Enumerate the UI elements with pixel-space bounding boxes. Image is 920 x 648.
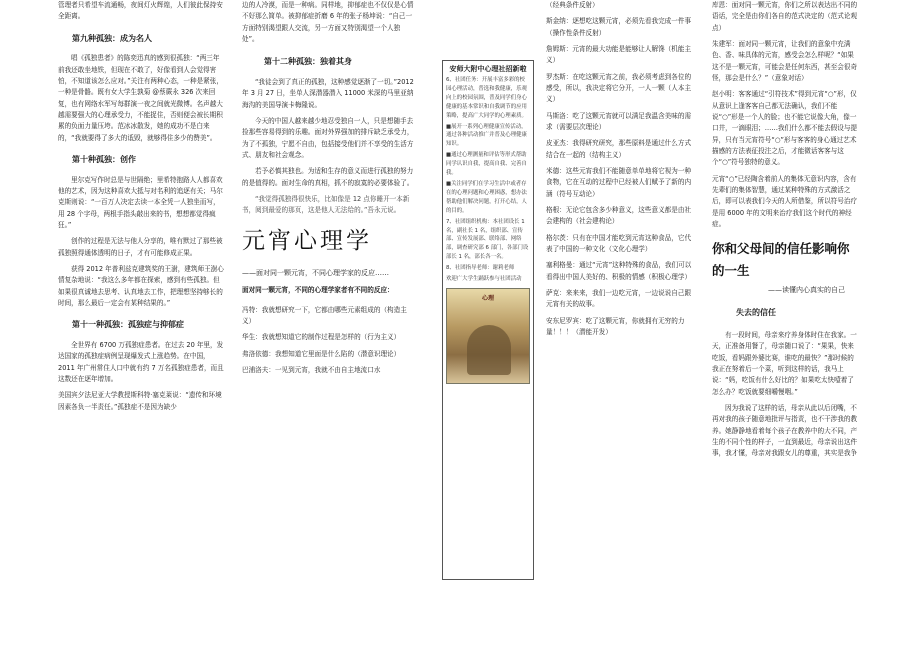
quote-paragraph: “我觉得孤独得很快乐，比如像是 12 点你睡开一本新书，阅到最爱的那页，这是他人无法给的。”吾永元说。	[242, 195, 410, 215]
psychologist-item: 斯金纳：逐想吃这颗元宵，必须先看我完成一件事（操作性条件反射）	[546, 17, 692, 37]
psychologist-item: 巴浦洛夫：一见到元宵，我就不由自主地流口水	[242, 365, 381, 374]
column-1	[58, 0, 224, 648]
club-recruitment-body	[446, 76, 530, 284]
intro-line: 面对同一颗元宵，不同的心理学家者有不同的反应：	[242, 286, 394, 295]
column-2	[242, 0, 414, 648]
paragraph: 今天的中国人越来越少地忍受独自一人，只是想随手去捡那些容易得到的乐趣。面对外界强加的排斥缺乏承受力，为了不孤独，宁愿不自由，包括接受他们并不享受的生活方式、朋友和社会观念。	[242, 117, 414, 160]
psychologist-item: 马斯洛：吃了这颗元宵就可以满足我温含美味的需求（需要层次理论）	[546, 111, 692, 131]
club-poster-image	[446, 288, 530, 384]
psychologist-item: 华生：我就想知道它的制作过程是怎样的（行为主义）	[242, 333, 401, 342]
recruit-item: 8、社团指导老师：谢莉老师	[446, 265, 515, 272]
recruit-item: 7、社团组织机构：本社团设长 1 名，副社长 1 名，组织部、宣传部、宣传发展部、联络部、网络部，调查研究部 6 部门，各部门设部长 1 名，部长各一名。	[446, 218, 529, 261]
club-recruitment-box	[442, 60, 534, 580]
paragraph: 管理者只希望车流通畅，夜间灯火辉煌，人们彼此保持安全距离。	[58, 1, 223, 21]
trust-article-subtitle: ——读懂内心真实的自己	[768, 286, 845, 295]
psychologist-item: 冯特：我就想研究一下，它都由哪些元素组成的（构造主义）	[242, 305, 407, 325]
column-4	[712, 0, 860, 648]
poster-text: 心理	[481, 294, 494, 302]
paragraph: 唱《孤独患者》的陈奕迅真的感到很孤独：“两三年前我还敢坐地铁，但现在不敢了，好像看到人会觉得害怕，不知道该怎么应对。”关注有两种心态，一种是紧张，一种是骨骼。既有女大学生孰菊 @蔡蕨永 326 次来回复，也有网络水军写每群演一夜之间就光微博。名声越大越需要强大的心理承受力，不能捉住，否则便会被长期积累的负面力量压垮。范冰冰散发，她的成功不是白来的，“我就要得了多大的诋毁，就够得住多少的赞美”。	[58, 54, 223, 142]
recruit-item: 欢迎广大学生踊跃参与社团活动	[446, 276, 522, 283]
psychologist-item: 格根：无论它包含多少种意义，这些意义都是由社会建构的（社会建构论）	[546, 205, 692, 226]
section-heading-11: 第十一种孤独：孤独症与抑郁症	[72, 320, 184, 330]
trust-article-title: 你和父母间的信任影响你的一生	[712, 241, 850, 278]
paragraph: 边的人冷漠，而是一种病。同样地，抑郁症也不仅仅是心情不好那么简单。被抑郁症折磨 6 年的张子杨坤说：“自己一方面特别渴望跟人交流，另一方面又特别渴望一个人独处”。	[242, 1, 414, 43]
paragraph: 有一段时间，母亲来疗养身体时住在我家。一天，正准备用餐了，母亲随口说了：“果果，快来吃饭，看妈跟外婆比赛，谁吃的最快？”那时候的我正在努着后一个菜，听到这样的话，我马上说：“妈，吃饭有什么好比的？如果吃太快噎着了怎么办？吃饭就要细嚼慢咽。”	[712, 331, 857, 396]
psychologist-item: 罗杰斯：在吃这颗元宵之前，我必须考虑到各位的感受，所以，我决定将它分开，一人一颗（人本主义）	[546, 72, 692, 104]
recruit-item: ■通过心理测量和评估等形式帮助同学认识自我，提高自我、完善自我。	[446, 152, 527, 177]
section-heading-10: 第十种孤独：创作	[72, 155, 136, 165]
paragraph: 创作的过程是无法与他人分享的，唯有默过了那些被孤独照得通体透明的日子，才有可能修成正果。	[58, 237, 223, 257]
paragraph: 因为我说了这样的话，母亲从此以后闭嘴，不再对我的孩子随意地批评与指责，也不干涉我的教养。她静静地看着每个孩子在教养中的大不同，产生的不同个性的样子，一直到最近，母亲说出这件事，我才懂，母亲对我跟女儿的尊重，其实是我争	[712, 403, 858, 458]
recruit-item: 6、社团任务：开展丰富多彩的校园心理活动，普选和我健康，乐观向上的校园氛围，普及同学们身心健康的基本常识和自我调节的应用策略，提高广大同学的心理素质。	[446, 77, 527, 119]
recruit-item: ■展开一系列心理健康宣传活动，通过各种活动推广并普及心理健康知识。	[446, 123, 527, 148]
psychologist-item: 皮亚杰：我得研究研究，那些原料是通过什么方式结合在一起的（结构主义）	[546, 139, 692, 159]
paragraph: （经典条件反射）	[546, 1, 599, 9]
psychologist-item: 库恩：面对同一颗元宵，你们之所以表达出不同的语话，完全是由你们各自的范式决定的（范式论观点）	[712, 1, 858, 32]
psychologist-item: 安东尼罗宾：吃了这颗元宵，你就拥有无穷的力量！！！（潜能开发）	[546, 316, 685, 336]
psychologist-item: 赵小明：客客通过“引符技术”得到元宵“○”形，仅从意识上逢客客自己都无法确认，我们不能说“○”形是一个人的脸；也不能它说像大角，像一口井，一滴眼泪；……我们什么都不能去假设与提异，只有当元宵符号“○”形与客客的身心通过艺术描感的方法表征投注之后，才能微话客客与这个“○”符号独特的意义。	[712, 90, 858, 167]
section-heading-9: 第九种孤独：成为名人	[72, 33, 152, 43]
column-3	[546, 0, 696, 648]
psychologist-item: 詹姆斯：元宵的最大功能是能够让人解馋（机能主义）	[546, 44, 692, 65]
psychologist-item: 萨克：来来来，我们一边吃元宵，一边说说自己跟元宵有关的故事。	[546, 288, 692, 309]
paragraph: 里尔克写作时总是与世隔绝；里希特抱路人人都喜欢他的艺术，因为这种喜欢大抵与对名利的追逐有关；马尔克斯则说：“一百万人决定去读一本全凭一人独坐而写，用 28 个字母，两根手指头敲出来的书，想想都觉得疯狂。”	[58, 175, 223, 230]
paragraph: “我徒会到了真正的孤独，这种感觉逐渐了一切。”2012 年 3 月 27 日，坐单人深潜器潜入 11000 米深的马里亚纳海沟的美国导演卡梅隆说。	[242, 78, 414, 109]
lantern-psychology-subtitle: ——面对同一颗元宵，不同心理学家的反应……	[242, 269, 389, 278]
paragraph: 全世界有 6700 万孤独症患者。在过去 20 年里，发达国家的孤独症病例呈现爆发式上涨趋势。在中国，2011 年广州常住人口中就有约 7 万名孤独症患者，而且这数还在逐年增加。	[58, 341, 224, 384]
section-heading-12: 第十二种孤独：独着其身	[264, 57, 352, 67]
psychologist-item: 弗洛依德：我想知道它里面是什么陷的（潜意识理论）	[242, 349, 401, 358]
poster-figure	[467, 325, 511, 375]
psychologist-item: 格尔茨：只有在中国才能吃到元宵这种食品，它代表了中国的一种文化（文化心理学）	[546, 233, 692, 253]
paragraph: 美国宾夕法尼亚大学教授斯科特·塞克莱说：“遗传和环境因素各负一半责任。”孤独症不是因为缺少	[58, 391, 222, 411]
psychologist-item: 元宵“○”已经陶含着前人的集体无意识内容，含有先辈们的集体智慧，通过某种特殊的方式激活之后，即可以表我们今天的人所借鉴，所以符号治疗是用 6000 年的文明来治疗我们这个时代的神经症。	[712, 174, 858, 228]
recruit-item: ■关注同学们在学习生活中或者存在的心理问题和心理困惑，想办法帮助他们解决问题，打开心结，人的目的。	[446, 180, 527, 214]
trust-article-heading: 失去的信任	[736, 308, 776, 318]
club-recruitment-title: 安师大附中心理社招新啦	[449, 65, 527, 73]
psychologist-item: 朱建军：面对同一颗元宵，让我们的意象中充满色、香、味具体的元宵，感受会怎么样呢？“如果这不是一颗元宵，可能会是任何东西，甚至会很奇怪，那会是什么？”（意象对话）	[712, 39, 858, 82]
paragraph: 获得 2012 年普利兹克建筑奖的王澍，建筑师王澍心情复杂地说：“我这么多年都在探索，感到有些孤独。但如果很真诚地去思考、认真地去工作，把理想坚持够长的时间，那么最后一定会有某种结果的。”	[58, 265, 224, 308]
psychologist-item: 塞利格曼：通过“元宵”这种特殊的食品，我们可以看得出中国人美好的、积极的情感（积极心理学）	[546, 261, 692, 281]
psychologist-item: 米德：这些元宵我们不能随意单单地将它视为一种食物，它在互动的过程中已经被人们赋予了新的内涵（符号互动论）	[546, 166, 692, 198]
lantern-psychology-title: 元宵心理学	[242, 227, 372, 254]
paragraph: 若予必慎其独也。为适和生存的意义而进行孤独的努力的是值得的。面对生命的真相，抓不的寂寞的必要体验了。	[242, 167, 414, 187]
